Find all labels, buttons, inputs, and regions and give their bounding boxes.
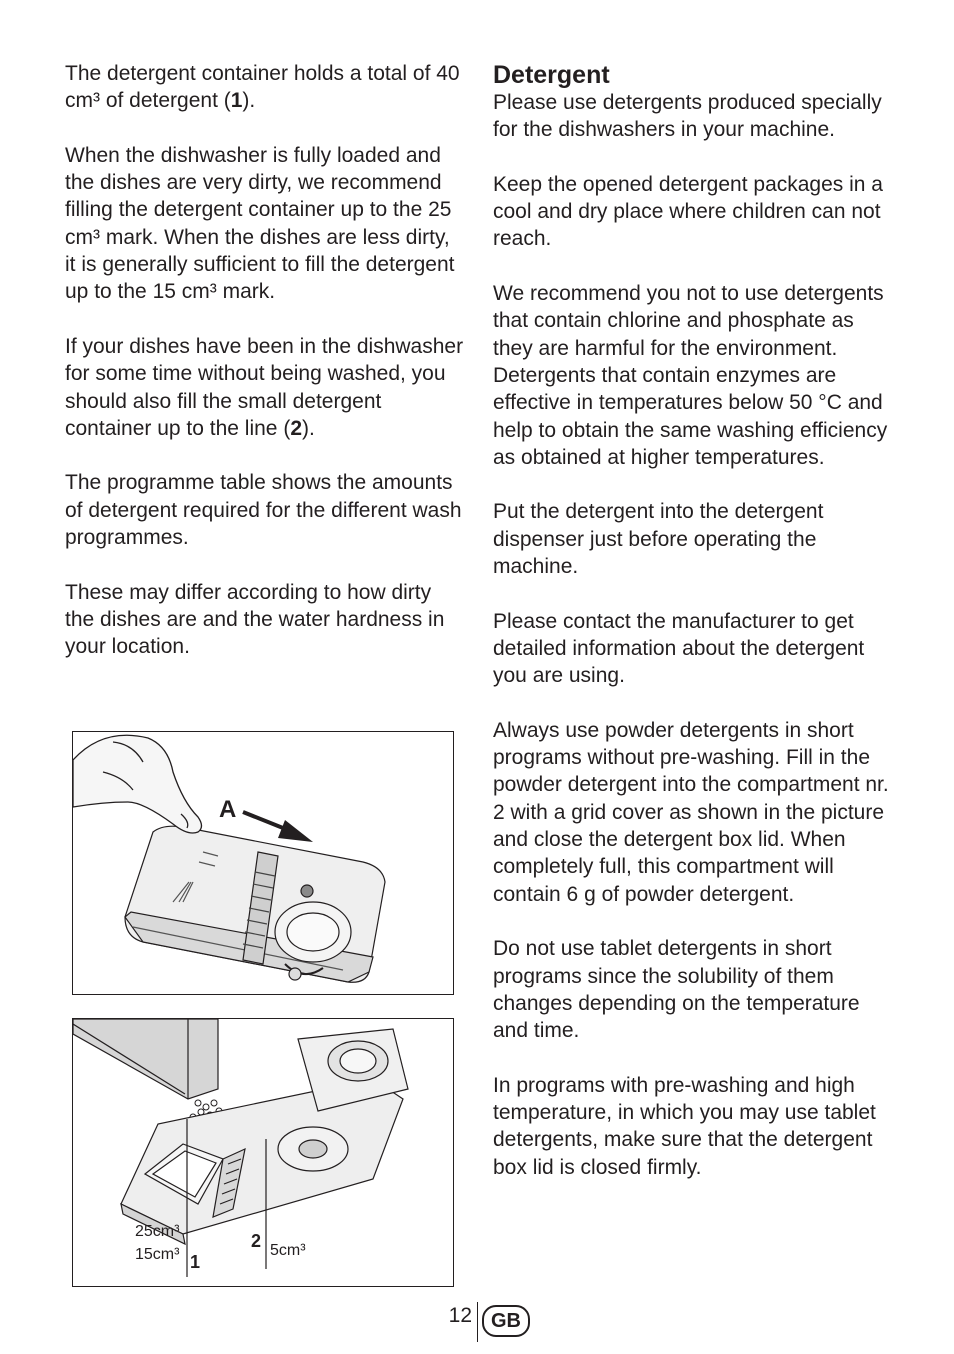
paragraph: Always use powder detergents in short programs without pre-washing. Fill in the powder detergent into the compartment nr. 2 with a grid cover as shown in the picture and close the detergent box lid. When completely full, this compartment will contain 6 g of powder detergent. (493, 718, 889, 906)
paragraph: Do not use tablet detergents in short programs since the solubility of them changes depending on the temperature and time. (493, 937, 860, 1043)
paragraph-fill-level: When the dishwasher is fully loaded and the dishes are very dirty, we recommend filling the detergent container up to the 25 cm³ mark. When the dishes are less dirty, it is generally sufficient to fill the detergent up to the 15 cm³ mark. (65, 143, 455, 304)
ref-2: 2 (290, 416, 302, 440)
section-heading: Detergent (493, 61, 610, 89)
left-column (65, 60, 465, 688)
language-badge: GB (482, 1305, 530, 1337)
detergent-package (73, 1019, 218, 1099)
ref-1: 1 (230, 89, 243, 113)
label-a: A (219, 796, 237, 823)
prewash-text-end: ). (302, 416, 315, 440)
label-ref-1: 1 (190, 1252, 201, 1272)
paragraph: Keep the opened detergent packages in a cool and dry place where children can not reach. (493, 172, 883, 251)
label-5cm: 5cm³ (270, 1242, 306, 1259)
page-number: 12 (448, 1304, 472, 1327)
paragraph: In programs with pre-washing and high temperature, in which you may use tablet detergents, make sure that the detergent box lid is closed firmly. (493, 1073, 876, 1179)
paragraph-capacity (65, 60, 465, 115)
label-15cm: 15cm³ (135, 1246, 180, 1263)
footer-divider (477, 1302, 478, 1342)
dispenser-illustration (73, 732, 453, 994)
arrow-a (219, 796, 313, 842)
paragraph: Please contact the manufacturer to get detailed information about the detergent you are using. (493, 609, 865, 688)
label-25cm: 25cm³ (135, 1223, 180, 1240)
paragraph-prewash (65, 333, 465, 442)
figure-dispenser-open (72, 731, 454, 995)
paragraph: We recommend you not to use detergents that contain chlorine and phosphate as they are harmful for the environment. Detergents that contain enzymes are effective in temperatures below 50 °C and help to obtain the same washing efficiency as obtained at higher temperatures. (493, 282, 888, 469)
paragraph-variation: These may differ according to how dirty the dishes are and the water hardness in your location. (65, 580, 445, 659)
paragraph-programme-table: The programme table shows the amounts of detergent required for the different wash programmes. (65, 471, 462, 550)
prewash-text: If your dishes have been in the dishwasher for some time without being washed, you should also fill the small detergent container up to the line ( (65, 334, 464, 440)
paragraph: Please use detergents produced specially for the dishwashers in your machine. (493, 91, 882, 142)
fill-illustration (73, 1019, 453, 1286)
capacity-text: The detergent container holds a total of 40 cm³ of detergent ( (65, 62, 460, 113)
paragraph: Put the detergent into the detergent dispenser just before operating the machine. (493, 500, 824, 579)
label-ref-2: 2 (251, 1231, 262, 1251)
dispenser-body (125, 826, 385, 982)
finger-illustration (73, 735, 202, 833)
figure-dispenser-fill (72, 1018, 454, 1287)
capacity-text-end: ). (242, 89, 256, 113)
right-column (493, 60, 893, 1208)
